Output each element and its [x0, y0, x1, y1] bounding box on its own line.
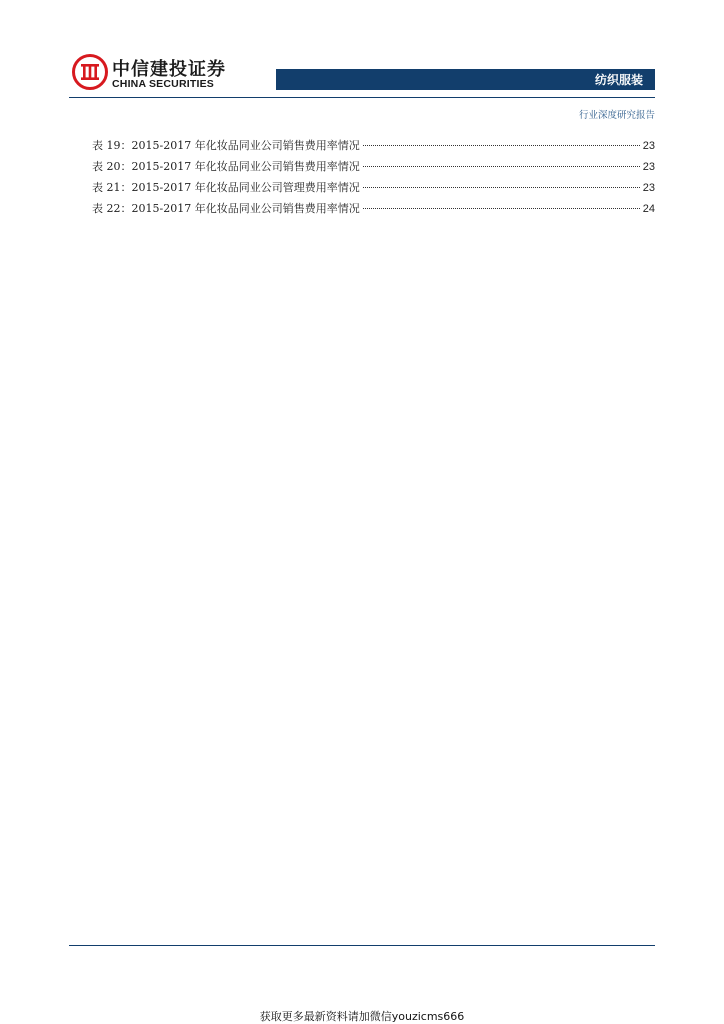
table-of-contents	[92, 135, 655, 219]
toc-item[interactable]	[92, 156, 655, 177]
toc-dot-leader	[363, 166, 640, 167]
toc-item-label: 表 20：2015-2017 年化妆品同业公司销售费用率情况	[92, 160, 360, 173]
sector-banner	[276, 69, 655, 90]
toc-item-label: 表 21：2015-2017 年化妆品同业公司管理费用率情况	[92, 181, 360, 194]
toc-item[interactable]	[92, 177, 655, 198]
toc-item-page: 23	[642, 182, 655, 194]
toc-dot-leader	[363, 145, 640, 146]
header-divider	[69, 97, 655, 98]
toc-item[interactable]	[92, 135, 655, 156]
toc-item-page: 23	[642, 161, 655, 173]
footer-note: 获取更多最新资料请加微信youzicms666	[259, 1010, 465, 1023]
toc-dot-leader	[363, 208, 640, 209]
toc-item-page: 23	[642, 140, 655, 152]
china-securities-logo-icon	[72, 54, 108, 90]
company-logo	[72, 54, 232, 94]
toc-dot-leader	[363, 187, 640, 188]
toc-item-label: 表 22：2015-2017 年化妆品同业公司销售费用率情况	[92, 202, 360, 215]
sector-label: 纺织服装	[594, 73, 643, 87]
toc-item-page: 24	[642, 203, 655, 215]
footer-divider	[69, 945, 655, 946]
toc-item-label: 表 19：2015-2017 年化妆品同业公司销售费用率情况	[92, 139, 360, 152]
page-header	[0, 0, 724, 125]
logo-english-name: CHINA SECURITIES	[112, 78, 214, 90]
logo-chinese-name: 中信建投证券	[112, 59, 226, 80]
toc-item[interactable]	[92, 198, 655, 219]
report-type-label: 行业深度研究报告	[578, 110, 655, 121]
